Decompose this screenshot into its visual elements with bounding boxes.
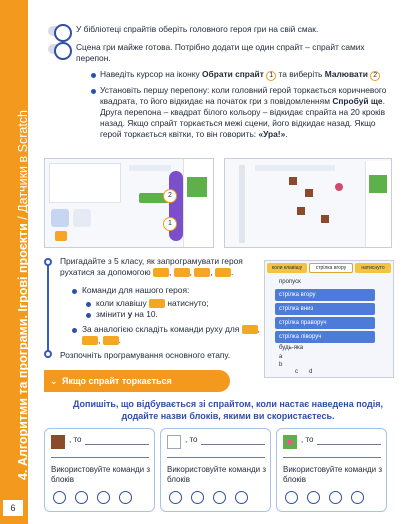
arrow-left-key-icon: [82, 336, 98, 345]
brown-square: [289, 177, 297, 185]
section-banner: ⌄ Якщо спрайт торкається: [44, 370, 230, 392]
key-dropdown-screenshot: [264, 260, 394, 378]
block-circle[interactable]: [351, 491, 364, 504]
step-recall: Пригадайте з 5 класу, як запрограмувати героя рухатися за допомогою , , , .: [60, 256, 243, 277]
number-circle-2: 2: [163, 189, 177, 203]
dropdown-option: будь-яка: [279, 345, 304, 351]
command-change-y: змінити y на 10.: [96, 309, 158, 319]
arrow-down-key-icon: [242, 325, 258, 334]
command-key-pressed: коли клавішу натиснуто;: [96, 298, 209, 308]
answer-card-white: , то Використовуйте команди з блоків: [160, 428, 271, 512]
arrow-left-key-icon: [194, 268, 210, 277]
dropdown-option: d: [309, 369, 313, 375]
arrow-right-key-icon: [103, 336, 119, 345]
block-circle[interactable]: [169, 491, 182, 504]
block-circle[interactable]: [213, 491, 226, 504]
dropdown-option: c: [295, 369, 298, 375]
stage-preview: [49, 163, 121, 203]
chapter-title: [16, 90, 30, 480]
dropdown-option: пропуск: [279, 279, 301, 285]
scratch-editor-screenshot: [44, 158, 214, 248]
answer-card-flower: , то Використовуйте команди з блоків: [276, 428, 387, 512]
number-circle-2: 2: [370, 71, 380, 81]
pressed-block: натиснуто: [355, 263, 391, 273]
page-number: 6: [3, 500, 23, 516]
number-circle-1: 1: [163, 217, 177, 231]
step-analogy: За аналогією складіть команди руху для , , .: [82, 324, 260, 345]
answer-card-brown: , то Використовуйте команди з блоків: [44, 428, 155, 512]
sprite-thumb: [73, 209, 91, 227]
bullet-icon: [72, 328, 77, 333]
block-circle[interactable]: [53, 491, 66, 504]
bullet-icon: [72, 289, 77, 294]
block-circle[interactable]: [307, 491, 320, 504]
paint-editor-screenshot: [224, 158, 392, 248]
block-circle[interactable]: [191, 491, 204, 504]
arrow-down-key-icon: [174, 268, 190, 277]
sprite-thumb: [51, 209, 69, 227]
backdrop-thumb: [187, 177, 207, 197]
brown-square: [305, 189, 313, 197]
answer-line[interactable]: [167, 457, 265, 458]
block-circle[interactable]: [119, 491, 132, 504]
chapter-title-thin: / Датчики в Scratch: [16, 110, 30, 224]
chevron-down-icon: ⌄: [50, 376, 58, 386]
bullet-choose-sprite: Наведіть курсор на іконку Обрати спрайт 1 та виберіть Малювати 2: [100, 69, 390, 81]
commands-heading: Команди для нашого героя:: [82, 285, 190, 295]
bullet-obstacles: Установіть першу перепону: коли головний герой торкається коричневого квадрата, то його відкидає на початок гри з повідомленням Спробуй ще. Друга перепона – квадрат білого кольору – відкидає спрайта на 20 кроків назад. Якщо спрайт торкається межі сцени, його відкидає назад. Якщо герой торкається квітки, то він говорить: «Ура!».: [100, 85, 387, 139]
answer-line[interactable]: [51, 457, 149, 458]
answer-line[interactable]: [283, 457, 381, 458]
intro-paragraph-2: Сцена гри майже готова. Потрібно додати ще один спрайт – спрайт самих перепон.: [76, 42, 365, 63]
step-dot-icon: [44, 350, 52, 358]
backdrop-thumb: [369, 175, 387, 193]
brown-square: [297, 207, 305, 215]
task-instruction: Допишіть, що відбувається зі спрайтом, коли настає наведена подія, додайте назви блоків, якими ви скористаєтесь.: [72, 399, 383, 421]
flower-icon: [335, 183, 343, 191]
answer-line[interactable]: [317, 444, 381, 445]
sprite-cat-icon: [55, 231, 67, 241]
dropdown-option: a: [279, 354, 283, 360]
key-select: стрілка вгору: [309, 263, 353, 273]
dropdown-option: стрілка вниз: [275, 303, 375, 315]
answer-line[interactable]: [201, 444, 265, 445]
brown-square-icon: [51, 435, 65, 449]
bullet-icon: [86, 313, 91, 318]
flower-icon: [283, 435, 297, 449]
number-circle-1: 1: [266, 71, 276, 81]
step-start-programming: Розпочніть програмування основного етапу.: [60, 350, 231, 360]
block-circle[interactable]: [235, 491, 248, 504]
dropdown-option-selected: стрілка вгору: [275, 289, 375, 301]
steps-timeline: [47, 260, 49, 358]
chapter-title-bold: 4. Алгоритми та програми. Ігрові проєкти: [16, 223, 30, 480]
brown-square: [321, 215, 329, 223]
dropdown-option: стрілка ліворуч: [275, 331, 375, 343]
toggle-icon: [48, 44, 70, 54]
arrow-up-key-icon: [149, 299, 165, 308]
arrow-right-key-icon: [215, 268, 231, 277]
bullet-icon: [91, 73, 96, 78]
answer-line[interactable]: [85, 444, 149, 445]
block-circle[interactable]: [285, 491, 298, 504]
block-circle[interactable]: [329, 491, 342, 504]
when-key-block: коли клавішу: [267, 263, 307, 273]
bullet-icon: [86, 302, 91, 307]
intro-paragraph-1: У бібліотеці спрайтів оберіть головного героя гри на свій смак.: [76, 24, 319, 34]
step-dot-icon: [44, 258, 52, 266]
block-circle[interactable]: [97, 491, 110, 504]
toggle-icon: [48, 26, 70, 36]
white-square-icon: [167, 435, 181, 449]
dropdown-option: b: [279, 362, 283, 368]
block-circle[interactable]: [75, 491, 88, 504]
arrow-up-key-icon: [153, 268, 169, 277]
bullet-icon: [91, 89, 96, 94]
dropdown-option: стрілка праворуч: [275, 317, 375, 329]
chapter-sidebar: [0, 0, 28, 524]
